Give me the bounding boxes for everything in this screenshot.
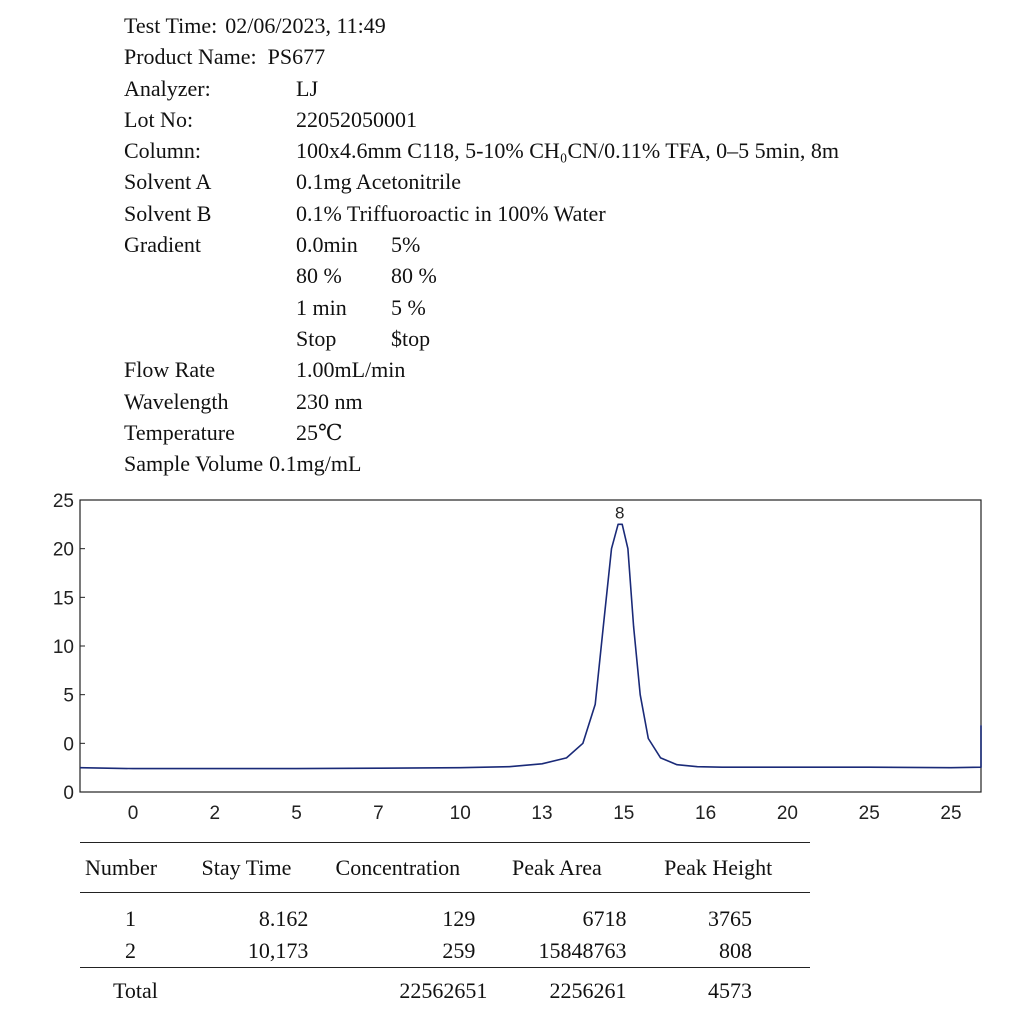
gradient-time: 80 %: [296, 263, 342, 289]
temperature-value: 25℃: [296, 419, 343, 445]
solvent-b-label: Solvent B: [124, 200, 212, 226]
solvent-a-value: 0.1mg Acetonitrile: [296, 169, 461, 195]
x-tick-label: 0: [127, 803, 139, 824]
temperature-label: Temperature: [124, 419, 235, 445]
test-time-label: Test Time:: [124, 13, 218, 38]
report-header: [124, 10, 839, 479]
product-name-value: PS677: [267, 44, 326, 70]
product-name-row: [124, 41, 839, 72]
gradient-percent: 5%: [391, 232, 421, 258]
flow-rate-row: [124, 354, 839, 385]
x-tick-label: 7: [373, 803, 384, 824]
x-tick-label: 13: [531, 803, 553, 824]
table-row: [80, 935, 810, 968]
gradient-row: [124, 292, 839, 323]
lot-no-label: Lot No:: [124, 106, 194, 132]
analyzer-value: LJ: [296, 75, 318, 101]
cell-total-label: Total: [80, 968, 185, 1015]
gradient-percent: 80 %: [391, 263, 437, 289]
cell-peak-height: 808: [719, 938, 752, 963]
solvent-b-value: 0.1% Triffuoroactic in 100% Water: [296, 200, 606, 226]
wavelength-label: Wavelength: [124, 388, 229, 414]
column-row: [124, 135, 839, 166]
gradient-time: 0.0min: [296, 232, 358, 258]
x-tick-label: 15: [613, 803, 635, 824]
y-tick-label: 10: [52, 637, 74, 658]
gradient-time: 1 min: [296, 294, 347, 320]
cell-number: 1: [125, 906, 136, 931]
gradient-row: [124, 260, 839, 291]
y-tick-label: 0: [63, 734, 74, 756]
cell-peak-area: 15848763: [538, 938, 627, 963]
col-header-number: Number: [80, 843, 185, 893]
x-axis: [128, 803, 962, 824]
lot-no-value: 22052050001: [296, 106, 417, 132]
gradient-time: Stop: [296, 325, 337, 351]
flow-rate-label: Flow Rate: [124, 357, 216, 383]
x-tick-label: 10: [449, 803, 471, 824]
chromatogram-chart: [0, 488, 1024, 828]
solvent-a-label: Solvent A: [124, 169, 212, 195]
sample-volume-label: Sample Volume: [124, 451, 264, 477]
x-tick-label: 5: [291, 803, 302, 824]
col-header-peak-height: Peak Height: [626, 843, 810, 893]
peak-annotations: [615, 503, 624, 522]
wavelength-value: 230 nm: [296, 388, 363, 414]
column-value: 100x4.6mm C118, 5-10% CH₀CN/0.11% TFA, 0–5 5min, 8m: [296, 138, 840, 164]
peak-results-table: [80, 842, 810, 1014]
x-tick-label: 16: [695, 803, 717, 824]
solvent-b-row: [124, 198, 839, 229]
gradient-percent: $top: [391, 325, 431, 351]
table-header-row: [80, 843, 810, 893]
y-tick-label: 15: [52, 588, 74, 610]
cell-stay-time: 8.162: [258, 906, 309, 931]
cell-total-peak-area: 2256261: [487, 968, 626, 1015]
lot-no-row: [124, 104, 839, 135]
gradient-row: [124, 229, 839, 260]
plot-frame: [80, 500, 981, 792]
x-tick-label: 20: [776, 803, 798, 824]
wavelength-row: [124, 386, 839, 417]
cell-stay-time: 10,173: [247, 938, 309, 963]
cell-total-stay-time: [185, 968, 309, 1015]
cell-concentration: 259: [442, 938, 476, 963]
cell-concentration: 129: [442, 906, 476, 931]
flow-rate-value: 1.00mL/min: [296, 357, 406, 383]
col-header-stay-time: Stay Time: [185, 843, 309, 893]
cell-total-concentration: 22562651: [308, 968, 487, 1015]
temperature-row: [124, 417, 839, 448]
cell-peak-area: 6718: [582, 906, 627, 931]
y-tick-label: 0: [63, 783, 74, 804]
x-tick-label: 2: [209, 803, 221, 824]
y-tick-label: 20: [52, 539, 74, 561]
gradient-percent: 5 %: [391, 294, 426, 320]
cell-total-peak-height: 4573: [626, 968, 810, 1015]
analyzer-label: Analyzer:: [124, 75, 211, 101]
x-tick-label: 25: [940, 803, 962, 824]
sample-volume-value: 0.1mg/mL: [269, 451, 362, 477]
table-row: [80, 893, 810, 936]
column-label: Column:: [124, 138, 202, 164]
y-tick-label: 5: [63, 685, 74, 707]
analyzer-row: [124, 73, 839, 104]
gradient-label: Gradient: [124, 232, 201, 258]
solvent-a-row: [124, 166, 839, 197]
sample-volume-row: [124, 448, 839, 479]
chromatogram-trace: [80, 524, 981, 768]
gradient-row: [124, 323, 839, 354]
y-tick-label: 25: [52, 491, 74, 512]
test-time-row: [124, 10, 839, 41]
cell-peak-height: 3765: [708, 906, 752, 931]
col-header-peak-area: Peak Area: [487, 843, 626, 893]
x-tick-label: 25: [858, 803, 880, 824]
table-total-row: [80, 968, 810, 1015]
cell-number: 2: [125, 938, 136, 963]
test-time-value: 02/06/2023, 11:49: [225, 13, 386, 38]
col-header-concentration: Concentration: [308, 843, 487, 893]
product-name-label: Product Name:: [124, 44, 257, 70]
peak-label: 8: [614, 503, 625, 523]
